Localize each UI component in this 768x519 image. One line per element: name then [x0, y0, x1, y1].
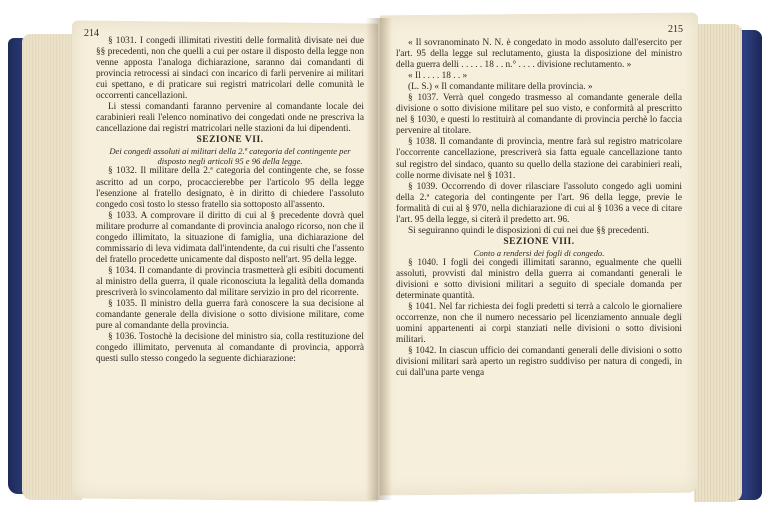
- section-subtitle-vii: Dei congedi assoluti ai militari della 2.ª categoria del contingente per disposto negli articoli 95 e 96 della legge.: [109, 146, 351, 167]
- section-subtitle-viii: Conto a rendersi dei fogli di congedo.: [473, 247, 605, 258]
- paragraph-1039: § 1039. Occorrendo di dover rilasciare l'assoluto congedo agli uomini della 2.ª categoria del contingente per l'art. 96 della legge, previe le formalità di cui al § 970, nella dichiarazione di cui al § 1036 a vece di citare l'art. 95 della legge, si citerà il predetto art. 96.: [396, 181, 682, 225]
- paragraph-seguiranno: Si seguiranno quindi le disposizioni di cui nei due §§ precedenti.: [408, 225, 649, 236]
- paragraph-1040: § 1040. I fogli dei congedi illimitati saranno, egualmente che quelli assoluti, provvisti dal ministro della guerra ai comandanti generali le divisioni e sotto divisioni militari a seguito di speciale domanda per determinate quantità.: [396, 257, 682, 302]
- paragraph-1036: § 1036. Tostochè la decisione del ministro sia, colla restituzione del congedo illimitato, pervenuta al comandante di provincia, apporrà questi sullo stesso congedo la seguente dichiarazione:: [96, 332, 364, 365]
- paragraph-1038: § 1038. Il comandante di provincia, mentre farà sul registro matricolare l'occorrente cancellazione, prescriverà sia fatta eguale cancellazione tanto sul registro del sindaco, quanto su quello della stazione dei carabinieri reali, colle norme divisate nel § 1031.: [396, 137, 682, 181]
- paragraph-1035: § 1035. Il ministro della guerra farà conoscere la sua decisione al comandante generale della divisione o sotto divisione militare, come pure al comandante della provincia.: [96, 299, 364, 332]
- declaration-text: « Il sovranominato N. N. è congedato in modo assoluto dall'esercito per l'art. 95 della legge sul reclutamento, giusta la disposizione del ministro della guerra delli . . . . . 18 . . n.° . . . . divisione reclutamento. »: [396, 38, 682, 71]
- paragraph-carabinieri: Li stessi comandanti faranno pervenire al comandante locale dei carabinieri reali l'elenco nominativo dei congedati onde ne prescriva la cancellazione dai registri matricolari nelle stazioni da lui dipendenti.: [96, 102, 364, 135]
- section-title-viii: SEZIONE VIII.: [503, 236, 575, 247]
- declaration-date: « Il . . . . 18 . . »: [408, 71, 468, 82]
- paragraph-1042: § 1042. In ciascun ufficio dei comandanti generali delle divisioni o sotto divisioni militari sarà aperto un registro suddiviso per natura di congedi, in cui dall'una parte venga: [396, 346, 682, 379]
- section-title-vii: SEZIONE VII.: [196, 135, 264, 146]
- paragraph-1032: § 1032. Il militare della 2.ª categoria del contingente che, se fosse ascritto ad un corpo, procaccierebbe per l'articolo 95 della legge l'esenzione al fratello designato, è in diritto di chiedere l'assoluto congedo così tosto lo stesso fratello sia sottoposto all'assento.: [96, 166, 364, 210]
- paragraph-1041: § 1041. Nel far richiesta dei fogli predetti si terrà a calcolo le giornaliere occorrenze, non che il numero necessario pel licenziamento annuale degli uomini appartenenti ai corpi stanziati nelle divisioni o sotto divisioni militari.: [396, 302, 682, 346]
- page-edges-right: [694, 24, 742, 502]
- right-page-text: [396, 38, 682, 379]
- left-page-text: [96, 36, 364, 365]
- paragraph-1033: § 1033. A comprovare il diritto di cui al § precedente dovrà quel militare produrre al comandante di provincia analogo ricorso, non che il congedo illimitato, la situazione di famiglia, una dichiarazione del commissario di leva vidimata dall'intendente, da cui risulti che l'assento del fratello procedette unicamente dal disposto nell'art. 95 della legge.: [96, 210, 364, 265]
- paragraph-1037: § 1037. Verrà quel congedo trasmesso al comandante generale della divisione o sotto divisione militare pel suo visto, e conformità al prescritto nel § 1030, e questi lo restituirà al comandante di provincia perchè lo faccia pervenire al titolare.: [396, 93, 682, 137]
- paragraph-1034: § 1034. Il comandante di provincia trasmetterà gli esibiti documenti al ministro della guerra, il quale riconosciuta la legalità della domanda prescriverà lo svincolamento dal militare servizio in pro del ricorrente.: [96, 265, 364, 298]
- book-gutter: [366, 18, 392, 500]
- declaration-signature: (L. S.) « Il comandante militare della provincia. »: [408, 82, 593, 93]
- paragraph-1031: § 1031. I congedi illimitati rivestiti delle formalità divisate nei due §§ precedenti, non che quelli a cui per ostare il disposto della legge non venne apposta l'analoga dichiarazione, saranno dai comandanti di provincia retrocessi ai sindaci con incarico di farli pervenire ai militari cui spettano, e di praticare sui registri matricolari delle comunità le occorrenti cancellazioni.: [96, 36, 364, 102]
- right-page-number: 215: [668, 24, 683, 35]
- left-page-number: 214: [84, 28, 99, 39]
